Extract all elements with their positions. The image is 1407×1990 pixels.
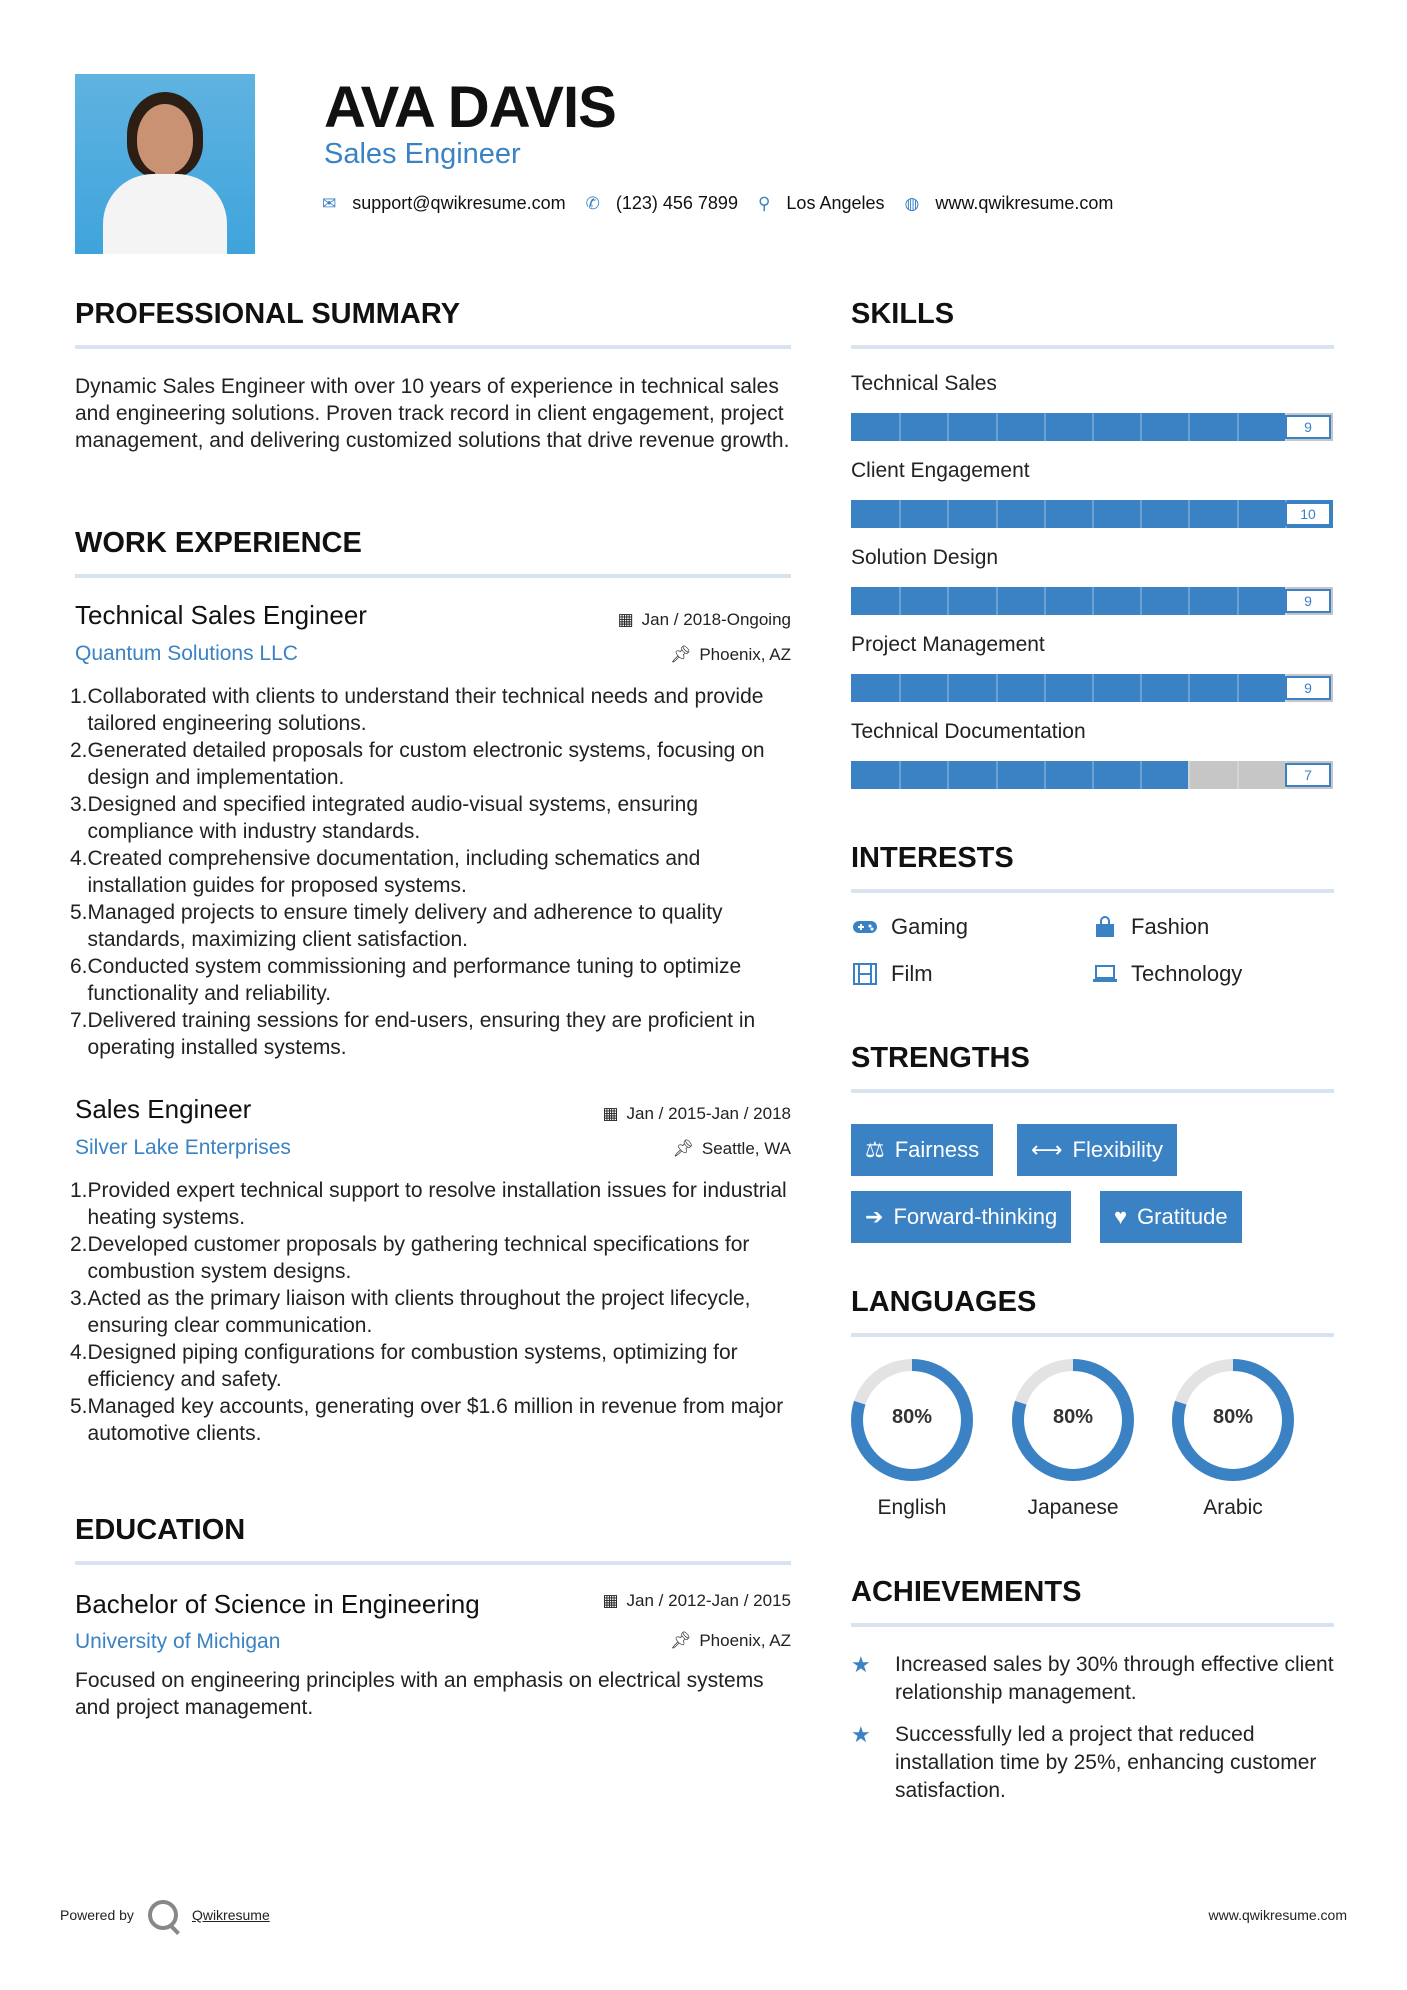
- job-dates: [602, 1104, 791, 1124]
- skill-bar-segment: [1044, 674, 1046, 702]
- pin-icon: 📌︎: [672, 1139, 694, 1158]
- list-item: 6. Conducted system commissioning and performance tuning to optimize functionality and reliability.: [70, 955, 742, 1005]
- summary-heading: PROFESSIONAL SUMMARY: [75, 298, 791, 349]
- skill-score: 7: [1285, 763, 1331, 787]
- list-item: 4. Created comprehensive documentation, including schematics and installation guides for proposed systems.: [70, 847, 701, 897]
- email-icon: ✉: [322, 193, 337, 213]
- skill-bar-segment: [1092, 587, 1094, 615]
- list-item: 2. Developed customer proposals by gathering technical specifications for combustion system designs.: [70, 1233, 750, 1283]
- strength-tag: [851, 1124, 993, 1176]
- skill-bar-segment: [1092, 674, 1094, 702]
- language-name: Japanese: [1027, 1496, 1119, 1519]
- skill-bar-segment: [1188, 761, 1190, 789]
- skill-bar-segment: [1188, 587, 1190, 615]
- skill-bar: [851, 761, 1333, 789]
- interest-item: [851, 914, 968, 940]
- skill-bar-segment: [1188, 500, 1190, 528]
- achievement-text: Successfully led a project that reduced installation time by 25%, enhancing customer satisfaction.: [895, 1723, 1317, 1802]
- strength-label: Fairness: [894, 1137, 980, 1162]
- contact-website[interactable]: www.qwikresume.com: [935, 193, 1114, 213]
- education-heading: EDUCATION: [75, 1514, 791, 1565]
- education-dates-text: Jan / 2012-Jan / 2015: [626, 1591, 791, 1610]
- globe-icon: ◍: [904, 193, 920, 213]
- job-company: Silver Lake Enterprises: [75, 1136, 291, 1159]
- job-location: [672, 1139, 791, 1159]
- skill-bar-segment: [1092, 500, 1094, 528]
- strength-tag: [851, 1191, 1071, 1243]
- contact-location: Los Angeles: [786, 193, 885, 213]
- skill-bar-segment: [947, 587, 949, 615]
- language-percent: 80%: [891, 1406, 933, 1428]
- job-location-text: Phoenix, AZ: [699, 645, 791, 664]
- job-dates: [618, 610, 791, 630]
- school: University of Michigan: [75, 1630, 281, 1653]
- pin-icon: 📌︎: [669, 645, 692, 664]
- achievement-item: [851, 1721, 1341, 1805]
- balance-scale-icon: ⚖: [865, 1137, 885, 1162]
- skill-bar-segment: [1140, 500, 1142, 528]
- languages-heading: LANGUAGES: [851, 1286, 1334, 1337]
- job-location: [670, 645, 791, 665]
- skills-heading: SKILLS: [851, 298, 1334, 349]
- calendar-icon: ▦: [602, 1591, 619, 1610]
- contact-email[interactable]: support@qwikresume.com: [352, 193, 566, 213]
- skill-label: Project Management: [851, 633, 1045, 656]
- skill-score: 9: [1285, 676, 1331, 700]
- language-name: English: [877, 1496, 947, 1519]
- summary-text: Dynamic Sales Engineer with over 10 years of experience in technical sales and engineering solutions. Proven track record in client engagement, project management, and delivering customized solutions that drive revenue growth.: [75, 375, 790, 452]
- skill-bar-segment: [1092, 761, 1094, 789]
- language-name: Arabic: [1203, 1496, 1263, 1519]
- film-icon: [851, 963, 879, 985]
- list-item: 5. Managed key accounts, generating over $1.6 million in revenue from major automotive clients.: [70, 1395, 784, 1445]
- skill-bar-fill: [851, 587, 1285, 615]
- contact-bar: [322, 193, 1133, 214]
- skill-bar: [851, 413, 1333, 441]
- skill-bar-segment: [1237, 413, 1239, 441]
- job-role: Technical Sales Engineer: [75, 600, 367, 630]
- language-item: [850, 1358, 974, 1520]
- job-dates-text: Jan / 2015-Jan / 2018: [626, 1104, 791, 1123]
- language-item: [1171, 1358, 1295, 1520]
- skill-bar-segment: [899, 500, 901, 528]
- skill-bar-segment: [996, 587, 998, 615]
- laptop-icon: [1091, 964, 1119, 984]
- skill-label: Client Engagement: [851, 459, 1030, 482]
- list-item: 4. Designed piping configurations for combustion systems, optimizing for efficiency and safety.: [70, 1341, 738, 1391]
- profile-photo: [75, 74, 255, 254]
- skill-score: 9: [1285, 589, 1331, 613]
- skill-bar-segment: [899, 674, 901, 702]
- job-bullets: [70, 1177, 795, 1447]
- skill-bar-segment: [947, 674, 949, 702]
- degree: Bachelor of Science in Engineering: [75, 1589, 480, 1619]
- education-location-text: Phoenix, AZ: [699, 1631, 791, 1650]
- language-percent: 80%: [1052, 1406, 1094, 1428]
- skill-bar-segment: [1044, 587, 1046, 615]
- powered-by-label: Powered by: [60, 1907, 134, 1923]
- strength-label: Forward-thinking: [893, 1204, 1058, 1229]
- achievement-text: Increased sales by 30% through effective client relationship management.: [895, 1653, 1334, 1704]
- skill-bar-segment: [1140, 761, 1142, 789]
- job-dates-text: Jan / 2018-Ongoing: [641, 610, 791, 629]
- job-company: Quantum Solutions LLC: [75, 642, 298, 665]
- list-item: 2. Generated detailed proposals for custom electronic systems, focusing on design and implementation.: [70, 739, 765, 789]
- education-description: Focused on engineering principles with an emphasis on electrical systems and project management.: [75, 1669, 764, 1719]
- skill-bar-segment: [1140, 674, 1142, 702]
- skill-bar-segment: [996, 761, 998, 789]
- job-role: Sales Engineer: [75, 1094, 252, 1124]
- skill-bar-fill: [851, 761, 1188, 789]
- skill-bar-segment: [1044, 500, 1046, 528]
- language-item: [1011, 1358, 1135, 1520]
- footer-powered-by: [60, 1900, 270, 1930]
- candidate-name: AVA DAVIS: [324, 75, 616, 140]
- shopping-bag-icon: [1091, 916, 1119, 938]
- skill-bar-segment: [1140, 413, 1142, 441]
- skill-bar-segment: [1237, 761, 1239, 789]
- star-icon: ★: [851, 1652, 871, 1677]
- strengths-heading: STRENGTHS: [851, 1042, 1334, 1093]
- interests-heading: INTERESTS: [851, 842, 1334, 893]
- job-location-text: Seattle, WA: [701, 1139, 791, 1158]
- brand-link[interactable]: Qwikresume: [191, 1907, 270, 1923]
- skill-bar-segment: [899, 413, 901, 441]
- skill-bar: [851, 500, 1333, 528]
- skill-bar-fill: [851, 413, 1285, 441]
- skill-bar-segment: [899, 587, 901, 615]
- footer-url[interactable]: www.qwikresume.com: [1208, 1907, 1347, 1923]
- interest-label: Gaming: [891, 914, 969, 939]
- qwikresume-logo-icon: [148, 1900, 178, 1930]
- skill-bar: [851, 674, 1333, 702]
- location-icon: ⚲: [757, 193, 771, 213]
- skill-bar-segment: [947, 413, 949, 441]
- interest-label: Film: [891, 961, 933, 986]
- candidate-title: Sales Engineer: [324, 138, 521, 170]
- language-percent: 80%: [1212, 1406, 1254, 1428]
- skill-bar-segment: [947, 500, 949, 528]
- skill-bar-segment: [996, 413, 998, 441]
- list-item: 7. Delivered training sessions for end-users, ensuring they are proficient in operating installed systems.: [70, 1009, 756, 1059]
- skill-bar-segment: [1092, 413, 1094, 441]
- heart-icon: ♥: [1114, 1204, 1128, 1229]
- skill-score: 9: [1285, 415, 1331, 439]
- calendar-icon: ▦: [617, 610, 634, 629]
- strength-label: Flexibility: [1072, 1137, 1164, 1162]
- arrow-right-icon: ➔: [865, 1204, 884, 1229]
- list-item: 1. Provided expert technical support to resolve installation issues for industrial heating systems.: [70, 1179, 787, 1229]
- list-item: 5. Managed projects to ensure timely delivery and adherence to quality standards, maximizing client satisfaction.: [70, 901, 723, 951]
- star-icon: ★: [851, 1722, 871, 1747]
- skill-bar-segment: [1044, 413, 1046, 441]
- interest-item: [1091, 961, 1242, 987]
- experience-heading: WORK EXPERIENCE: [75, 527, 791, 578]
- skill-bar-segment: [1140, 587, 1142, 615]
- interest-label: Technology: [1131, 961, 1243, 986]
- skill-bar-segment: [1188, 413, 1190, 441]
- calendar-icon: ▦: [602, 1104, 619, 1123]
- skill-label: Solution Design: [851, 546, 999, 569]
- skill-bar-segment: [1237, 500, 1239, 528]
- interest-item: [851, 961, 933, 987]
- list-item: 1. Collaborated with clients to understand their technical needs and provide tailored engineering solutions.: [70, 685, 764, 735]
- skill-score: 10: [1285, 502, 1331, 526]
- skill-label: Technical Documentation: [851, 720, 1086, 743]
- achievement-item: [851, 1651, 1341, 1707]
- skill-bar-segment: [1237, 674, 1239, 702]
- achievements-heading: ACHIEVEMENTS: [851, 1576, 1334, 1627]
- skill-bar-segment: [947, 761, 949, 789]
- skill-bar-segment: [996, 500, 998, 528]
- skill-bar-segment: [1044, 761, 1046, 789]
- interest-label: Fashion: [1131, 914, 1210, 939]
- list-item: 3. Designed and specified integrated audio-visual systems, ensuring compliance with industry standards.: [70, 793, 699, 843]
- skill-bar: [851, 587, 1333, 615]
- strength-tag: [1017, 1124, 1177, 1176]
- education-dates: [602, 1591, 791, 1611]
- gamepad-icon: [851, 919, 879, 935]
- skill-bar-segment: [1237, 587, 1239, 615]
- skill-bar-segment: [1188, 674, 1190, 702]
- arrows-horizontal-icon: ⟷: [1031, 1137, 1063, 1162]
- skill-bar-segment: [899, 761, 901, 789]
- phone-icon: ✆: [585, 193, 600, 213]
- education-location: [670, 1631, 791, 1651]
- contact-phone[interactable]: (123) 456 7899: [615, 193, 738, 213]
- pin-icon: 📌︎: [669, 1631, 692, 1650]
- strength-tag: [1100, 1191, 1242, 1243]
- strength-label: Gratitude: [1137, 1204, 1228, 1229]
- interest-item: [1091, 914, 1209, 940]
- skill-label: Technical Sales: [851, 372, 997, 395]
- skill-bar-fill: [851, 674, 1285, 702]
- job-bullets: [70, 683, 795, 1061]
- skill-bar-segment: [996, 674, 998, 702]
- list-item: 3. Acted as the primary liaison with clients throughout the project lifecycle, ensuring clear communication.: [70, 1287, 751, 1337]
